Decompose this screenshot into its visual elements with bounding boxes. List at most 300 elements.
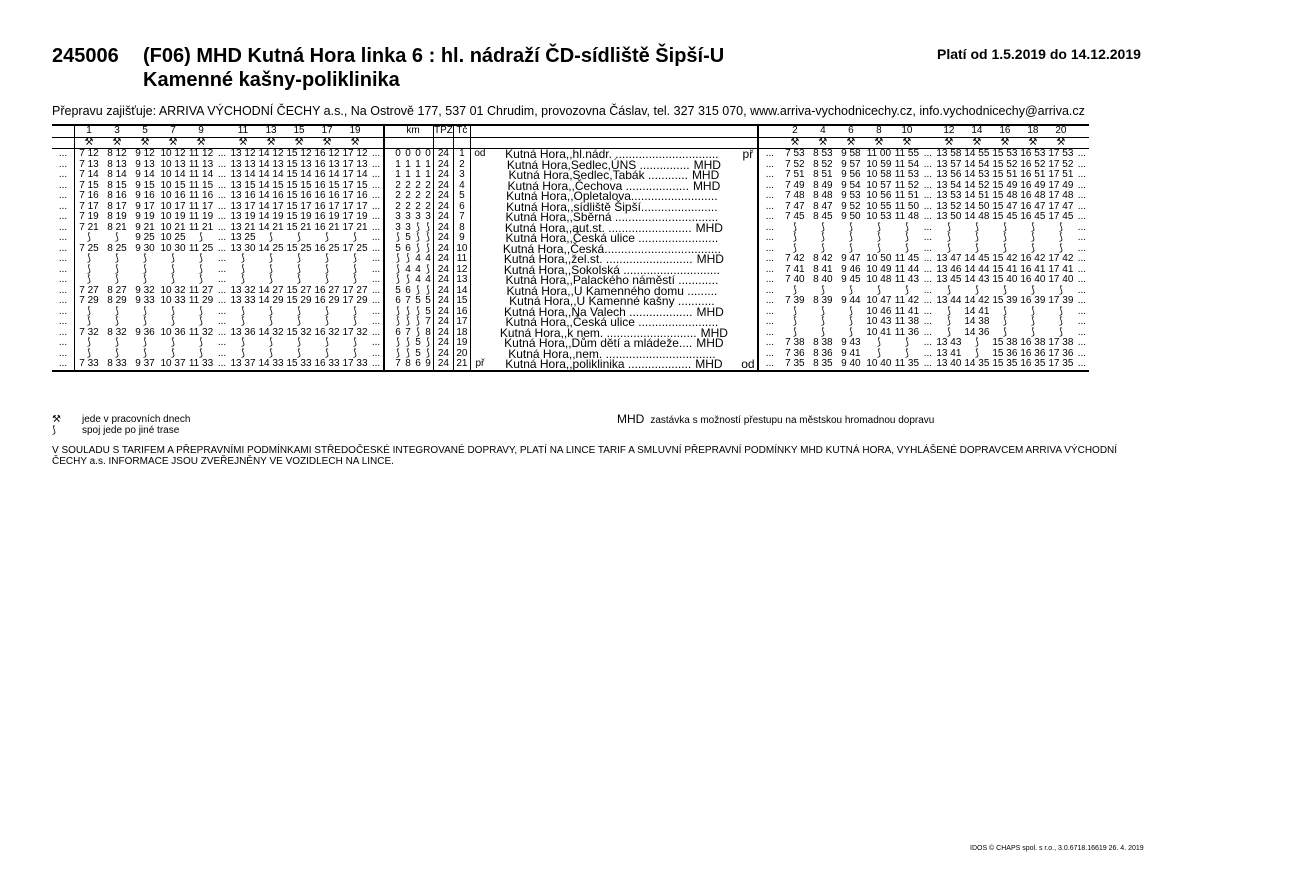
hammer-icon: ⚒ xyxy=(285,137,313,149)
row-dots: ... xyxy=(58,169,68,180)
row-dots: ... xyxy=(369,202,384,213)
time-cell: ⟆ xyxy=(353,263,357,275)
time-cell: ⟆ xyxy=(974,232,979,243)
km-cell: 4 xyxy=(405,263,411,275)
stop-label: Kutná Hora,,Sokolská ............................. xyxy=(503,262,720,277)
time-cell: 7 45 xyxy=(785,211,805,222)
stop-flag xyxy=(470,296,489,307)
header-spacer xyxy=(921,137,935,149)
time-cell: 11 17 xyxy=(188,200,214,212)
hammer-icon: ⚒ xyxy=(103,137,131,149)
validity-period: Platí od 1.5.2019 do 14.12.2019 xyxy=(937,46,1141,62)
row-dots: ... xyxy=(217,284,227,296)
time-cell: 15 13 xyxy=(286,158,312,170)
stop-flag xyxy=(470,286,489,297)
time-cell: 13 13 xyxy=(230,158,256,170)
header-spacer xyxy=(215,125,229,137)
stop-flag xyxy=(739,181,758,192)
time-cell: 9 30 xyxy=(135,242,155,254)
time-cell: ⟆ xyxy=(1002,221,1007,233)
time-cell: 15 38 xyxy=(992,337,1018,348)
header-spacer xyxy=(921,125,935,137)
stop-flag xyxy=(739,160,758,171)
row-spacer xyxy=(384,328,393,339)
mhd-marker: MHD xyxy=(696,304,724,319)
time-cell: 11 38 xyxy=(894,316,920,327)
trip-number: 5 xyxy=(131,125,159,137)
row-dots: ... xyxy=(765,347,775,359)
time-cell: ⟆ xyxy=(75,254,104,265)
time-cell: ⟆ xyxy=(1030,326,1035,338)
stop-flag xyxy=(470,181,489,192)
time-cell: 15 16 xyxy=(286,190,312,201)
time-cell: ⟆ xyxy=(75,349,104,360)
row-dots: ... xyxy=(217,347,227,359)
time-cell: ⟆ xyxy=(171,263,175,275)
km-cell: 3 xyxy=(405,211,411,222)
trip-number: 1 xyxy=(75,125,104,137)
row-dots: ... xyxy=(217,179,227,191)
time-cell: ⟆ xyxy=(199,274,203,285)
row-dots: ... xyxy=(923,169,933,180)
time-cell: ⟆ xyxy=(1030,284,1035,296)
time-cell: 11 55 xyxy=(894,148,920,159)
time-cell: ⟆ xyxy=(946,284,951,296)
time-cell: 16 14 xyxy=(314,169,340,180)
time-cell: ⟆ xyxy=(1002,232,1007,243)
time-cell: ⟆ xyxy=(876,242,881,254)
time-cell: 10 12 xyxy=(160,148,186,159)
hammer-icon: ⚒ xyxy=(865,137,893,149)
time-cell: 14 16 xyxy=(258,190,284,201)
time-cell: ⟆ xyxy=(297,305,301,317)
time-cell: 15 40 xyxy=(992,274,1018,285)
km-cell: 6 xyxy=(405,284,411,296)
row-dots: ... xyxy=(1077,158,1087,170)
header-spacer xyxy=(758,125,781,137)
time-cell: ⟆ xyxy=(269,337,273,348)
time-cell: ⟆ xyxy=(820,242,825,254)
row-dots: ... xyxy=(217,158,227,170)
header-spacer xyxy=(369,137,384,149)
row-spacer xyxy=(384,170,393,181)
time-cell: 8 33 xyxy=(103,359,131,371)
time-cell: ⟆ xyxy=(241,263,245,275)
km-cell: ⟆ xyxy=(406,274,410,285)
time-cell: ⟆ xyxy=(241,274,245,285)
time-cell: 16 42 xyxy=(1020,253,1046,264)
row-dots: ... xyxy=(765,253,775,264)
row-dots: ... xyxy=(58,211,68,222)
row-dots: ... xyxy=(217,326,227,338)
trip-number: 18 xyxy=(1019,125,1047,137)
time-cell: 9 54 xyxy=(841,179,861,191)
km-cell: ⟆ xyxy=(396,347,400,359)
trip-number: 11 xyxy=(229,125,257,137)
time-cell: 10 17 xyxy=(160,200,186,212)
time-cell: ⟆ xyxy=(115,347,119,359)
time-cell: 7 42 xyxy=(785,253,805,264)
time-cell: ⟆ xyxy=(143,263,147,275)
stop-label: Kutná Hora,,nem. ................................. xyxy=(508,346,716,361)
km-cell: 1 xyxy=(425,158,431,170)
mhd-marker: MHD xyxy=(696,252,724,266)
time-cell: 8 41 xyxy=(813,263,833,275)
row-dots: ... xyxy=(765,305,775,317)
mhd-marker: MHD xyxy=(696,336,724,350)
time-cell: 7 19 xyxy=(75,212,104,223)
time-cell: 13 16 xyxy=(230,190,256,201)
time-cell: 15 51 xyxy=(992,169,1018,180)
time-cell: ⟆ xyxy=(241,347,245,359)
time-cell: 9 16 xyxy=(135,190,155,201)
trip-number: 10 xyxy=(893,125,921,137)
time-cell: ⟆ xyxy=(946,305,951,317)
row-dots: ... xyxy=(923,179,933,191)
time-cell: 16 52 xyxy=(1020,158,1046,170)
row-dots: ... xyxy=(758,359,781,371)
row-dots: ... xyxy=(765,326,775,338)
time-cell: 13 43 xyxy=(936,337,962,348)
time-cell: 8 38 xyxy=(813,337,833,348)
time-cell: 11 19 xyxy=(188,211,214,222)
time-cell: ⟆ xyxy=(1002,242,1007,254)
time-cell: 13 25 xyxy=(230,232,256,243)
time-cell: 14 15 xyxy=(258,179,284,191)
time-cell: 8 40 xyxy=(813,274,833,285)
km-cell: 5 xyxy=(415,295,421,306)
tc-cell: 17 xyxy=(453,317,470,328)
time-cell: 13 19 xyxy=(230,211,256,222)
time-cell: 14 50 xyxy=(964,200,990,212)
time-cell: ⟆ xyxy=(1002,284,1007,296)
row-dots: ... xyxy=(58,148,68,159)
row-dots: ... xyxy=(923,190,933,201)
row-dots: ... xyxy=(1077,347,1087,359)
time-cell: 10 47 xyxy=(866,295,892,306)
time-cell: 8 13 xyxy=(107,158,127,170)
time-cell: 16 13 xyxy=(314,158,340,170)
header-spacer xyxy=(1075,137,1089,149)
time-cell: ⟆ xyxy=(946,316,951,327)
row-dots: ... xyxy=(217,253,227,264)
km-cell: 6 xyxy=(395,326,401,338)
time-cell: 10 58 xyxy=(866,169,892,180)
time-cell: 13 32 xyxy=(230,284,256,296)
row-spacer xyxy=(384,275,393,286)
time-cell: ⟆ xyxy=(974,337,979,348)
km-cell: ⟆ xyxy=(426,284,430,296)
time-cell: ⟆ xyxy=(269,316,273,327)
km-cell: ⟆ xyxy=(396,232,400,243)
time-cell: ⟆ xyxy=(297,253,301,264)
time-cell: ⟆ xyxy=(820,326,825,338)
time-cell: 14 25 xyxy=(258,242,284,254)
stop-label: Kutná Hora,,poliklinika ................... xyxy=(505,357,692,371)
stop-flag xyxy=(470,160,489,171)
time-cell: ⟆ xyxy=(199,253,203,264)
time-cell: 17 53 xyxy=(1048,148,1074,159)
time-cell: 7 12 xyxy=(75,149,104,160)
trip-number: 4 xyxy=(809,125,837,137)
hammer-icon: ⚒ xyxy=(341,137,369,149)
footer-credit: IDOS © CHAPS spol. s r.o., 3.0.6718.16619 26. 4. 2019 xyxy=(970,845,1144,852)
header-spacer xyxy=(384,137,393,149)
time-cell: 9 17 xyxy=(135,200,155,212)
time-cell: ⟆ xyxy=(115,253,119,264)
time-cell: ⟆ xyxy=(115,263,119,275)
time-cell: 17 15 xyxy=(342,179,368,191)
time-cell: 17 21 xyxy=(342,221,368,233)
time-cell: 9 52 xyxy=(841,200,861,212)
row-dots: ... xyxy=(923,158,933,170)
time-cell: 16 32 xyxy=(314,326,340,338)
time-cell: ⟆ xyxy=(269,253,273,264)
km-cell: ⟆ xyxy=(406,253,410,264)
time-cell: 17 38 xyxy=(1048,337,1074,348)
time-cell: 7 47 xyxy=(785,200,805,212)
tpz-cell: 24 xyxy=(434,265,454,276)
km-cell: 0 xyxy=(395,148,401,159)
time-cell: 17 48 xyxy=(1048,190,1074,201)
km-cell: ⟆ xyxy=(406,347,410,359)
time-cell: 14 43 xyxy=(964,274,990,285)
time-cell: 8 36 xyxy=(813,347,833,359)
stop-flag xyxy=(739,328,758,339)
row-spacer xyxy=(384,160,393,171)
time-cell: ⟆ xyxy=(820,221,825,233)
row-dots: ... xyxy=(923,326,933,338)
hammer-icon: ⚒ xyxy=(313,137,341,149)
stop-flag xyxy=(470,265,489,276)
time-cell: ⟆ xyxy=(75,233,104,244)
row-dots: ... xyxy=(217,295,227,306)
km-cell: ⟆ xyxy=(426,221,430,233)
header-spacer xyxy=(434,137,454,149)
row-dots: ... xyxy=(765,211,775,222)
km-cell: ⟆ xyxy=(416,232,420,243)
row-dots: ... xyxy=(923,200,933,212)
time-cell: 10 32 xyxy=(160,284,186,296)
tc-cell: 2 xyxy=(453,160,470,171)
time-cell: 11 33 xyxy=(188,358,214,369)
time-cell: 17 51 xyxy=(1048,169,1074,180)
hammer-icon: ⚒ xyxy=(1047,137,1075,149)
time-cell: 17 45 xyxy=(1048,211,1074,222)
time-cell: 16 38 xyxy=(1020,337,1046,348)
km-cell: 2 xyxy=(415,179,421,191)
time-cell: 10 50 xyxy=(866,253,892,264)
row-dots: ... xyxy=(1075,359,1089,371)
time-cell: 9 57 xyxy=(841,158,861,170)
time-cell: 8 47 xyxy=(813,200,833,212)
stop-flag xyxy=(739,296,758,307)
row-dots: ... xyxy=(1077,200,1087,212)
time-cell: 11 48 xyxy=(894,211,920,222)
row-spacer xyxy=(384,338,393,349)
km-cell: 5 xyxy=(395,284,401,296)
row-dots: ... xyxy=(217,242,227,254)
legend-workdays: ⚒ jede v pracovních dnech xyxy=(52,414,191,425)
time-cell: ⟆ xyxy=(325,274,329,285)
time-cell: ⟆ xyxy=(1030,232,1035,243)
time-cell: ⟆ xyxy=(143,316,147,327)
time-cell: 14 38 xyxy=(964,316,990,327)
time-cell: 17 19 xyxy=(342,211,368,222)
time-cell: ⟆ xyxy=(848,242,853,254)
row-dots: ... xyxy=(923,284,933,296)
stop-flag xyxy=(739,191,758,202)
hammer-icon: ⚒ xyxy=(893,137,921,149)
km-cell: ⟆ xyxy=(396,316,400,327)
time-cell: 13 40 xyxy=(936,358,962,369)
time-cell: 7 17 xyxy=(75,202,104,213)
time-cell: ⟆ xyxy=(974,284,979,296)
time-cell: 7 36 xyxy=(785,347,805,359)
time-cell: 13 53 xyxy=(936,190,962,201)
tpz-cell: 24 xyxy=(434,307,454,318)
row-dots: ... xyxy=(765,284,775,296)
row-dots: ... xyxy=(765,316,775,327)
time-cell: 16 36 xyxy=(1020,347,1046,359)
row-dots: ... xyxy=(58,326,68,338)
time-cell: 13 15 xyxy=(230,179,256,191)
trip-number: 17 xyxy=(313,125,341,137)
time-cell: ⟆ xyxy=(143,337,147,348)
time-cell: 16 48 xyxy=(1020,190,1046,201)
km-cell: ⟆ xyxy=(416,305,420,317)
time-cell: ⟆ xyxy=(946,326,951,338)
time-cell: 16 19 xyxy=(314,211,340,222)
time-cell: ⟆ xyxy=(297,347,301,359)
km-cell: 1 xyxy=(425,169,431,180)
time-cell: 8 27 xyxy=(107,284,127,296)
km-cell: 5 xyxy=(415,347,421,359)
row-dots: ... xyxy=(923,211,933,222)
row-dots: ... xyxy=(765,242,775,254)
time-cell: ⟆ xyxy=(792,242,797,254)
time-cell: 17 35 xyxy=(1048,358,1074,369)
stop-flag: od xyxy=(470,149,489,160)
row-dots: ... xyxy=(1077,242,1087,254)
time-cell: 11 21 xyxy=(188,221,214,233)
time-cell: ⟆ xyxy=(75,307,104,318)
time-cell: 17 33 xyxy=(342,358,368,369)
km-cell: 9 xyxy=(423,359,434,371)
tc-cell: 6 xyxy=(453,202,470,213)
time-cell: ⟆ xyxy=(143,347,147,359)
time-cell: 7 52 xyxy=(785,158,805,170)
time-cell: 14 13 xyxy=(258,158,284,170)
time-cell: 17 39 xyxy=(1048,295,1074,306)
trip-number: 15 xyxy=(285,125,313,137)
km-cell: 8 xyxy=(403,359,413,371)
time-cell: 8 12 xyxy=(107,148,127,159)
km-cell: ⟆ xyxy=(426,347,430,359)
km-cell: 4 xyxy=(425,274,431,285)
time-cell: 13 46 xyxy=(936,263,962,275)
time-cell: 13 54 xyxy=(936,179,962,191)
stop-flag xyxy=(739,254,758,265)
hammer-icon: ⚒ xyxy=(837,137,865,149)
row-dots: ... xyxy=(369,254,384,265)
time-cell: 11 50 xyxy=(894,200,920,212)
km-cell: 2 xyxy=(395,190,401,201)
time-cell: 8 53 xyxy=(813,148,833,159)
time-cell: 15 29 xyxy=(286,295,312,306)
row-dots: ... xyxy=(369,233,384,244)
time-cell: 7 38 xyxy=(785,337,805,348)
time-cell: ⟆ xyxy=(904,284,909,296)
time-cell: ⟆ xyxy=(75,338,104,349)
time-cell: 16 47 xyxy=(1020,200,1046,212)
time-cell: 7 15 xyxy=(75,181,104,192)
header-spacer xyxy=(453,137,470,149)
time-cell: 9 32 xyxy=(135,284,155,296)
time-cell: 11 13 xyxy=(188,158,214,170)
row-spacer xyxy=(384,202,393,213)
time-cell: 10 25 xyxy=(160,232,186,243)
time-cell: 14 51 xyxy=(964,190,990,201)
stop-flag xyxy=(470,233,489,244)
time-cell: ⟆ xyxy=(353,347,357,359)
stop-label: Kutná Hora,,k nem. ........................... xyxy=(499,325,697,340)
time-cell: 8 25 xyxy=(107,242,127,254)
time-cell: ⟆ xyxy=(143,253,147,264)
header-spacer xyxy=(52,137,75,149)
hammer-icon: ⚒ xyxy=(229,137,257,149)
time-cell: 13 47 xyxy=(936,253,962,264)
line-number: 245006 xyxy=(52,45,119,67)
time-cell: ⟆ xyxy=(199,232,203,243)
row-dots: ... xyxy=(58,316,68,327)
time-cell: 9 37 xyxy=(131,359,159,371)
stop-flag: od xyxy=(739,359,758,371)
time-cell: 10 48 xyxy=(866,274,892,285)
time-cell: ⟆ xyxy=(848,316,853,327)
time-cell: ⟆ xyxy=(974,221,979,233)
stop-label: Kutná Hora,,Palackého náměstí ............ xyxy=(505,273,719,287)
time-cell: ⟆ xyxy=(269,232,273,243)
stop-label: Kutná Hora,,Česká ulice ........................ xyxy=(505,231,719,245)
time-cell: 13 17 xyxy=(230,200,256,212)
km-cell: 5 xyxy=(405,232,411,243)
time-cell: ⟆ xyxy=(115,305,119,317)
time-cell: 14 32 xyxy=(258,326,284,338)
time-cell: ⟆ xyxy=(199,263,203,275)
trip-number: 20 xyxy=(1047,125,1075,137)
time-cell: 9 15 xyxy=(135,179,155,191)
time-cell: 7 16 xyxy=(75,191,104,202)
tc-cell: 15 xyxy=(453,296,470,307)
time-cell: 7 53 xyxy=(785,148,805,159)
time-cell: 16 12 xyxy=(314,148,340,159)
zigzag-icon: ⟆ xyxy=(52,425,56,436)
time-cell: 8 14 xyxy=(107,169,127,180)
time-cell: 8 32 xyxy=(107,326,127,338)
mhd-marker: MHD xyxy=(693,157,721,172)
km-cell: 7 xyxy=(425,316,431,327)
time-cell: 17 41 xyxy=(1048,263,1074,275)
time-cell: 10 53 xyxy=(866,211,892,222)
time-cell: 11 54 xyxy=(894,158,920,170)
km-cell: 1 xyxy=(415,158,421,170)
row-dots: ... xyxy=(369,265,384,276)
km-cell: ⟆ xyxy=(406,337,410,348)
row-dots: ... xyxy=(58,295,68,306)
row-dots: ... xyxy=(369,223,384,234)
time-cell: 17 36 xyxy=(1048,347,1074,359)
